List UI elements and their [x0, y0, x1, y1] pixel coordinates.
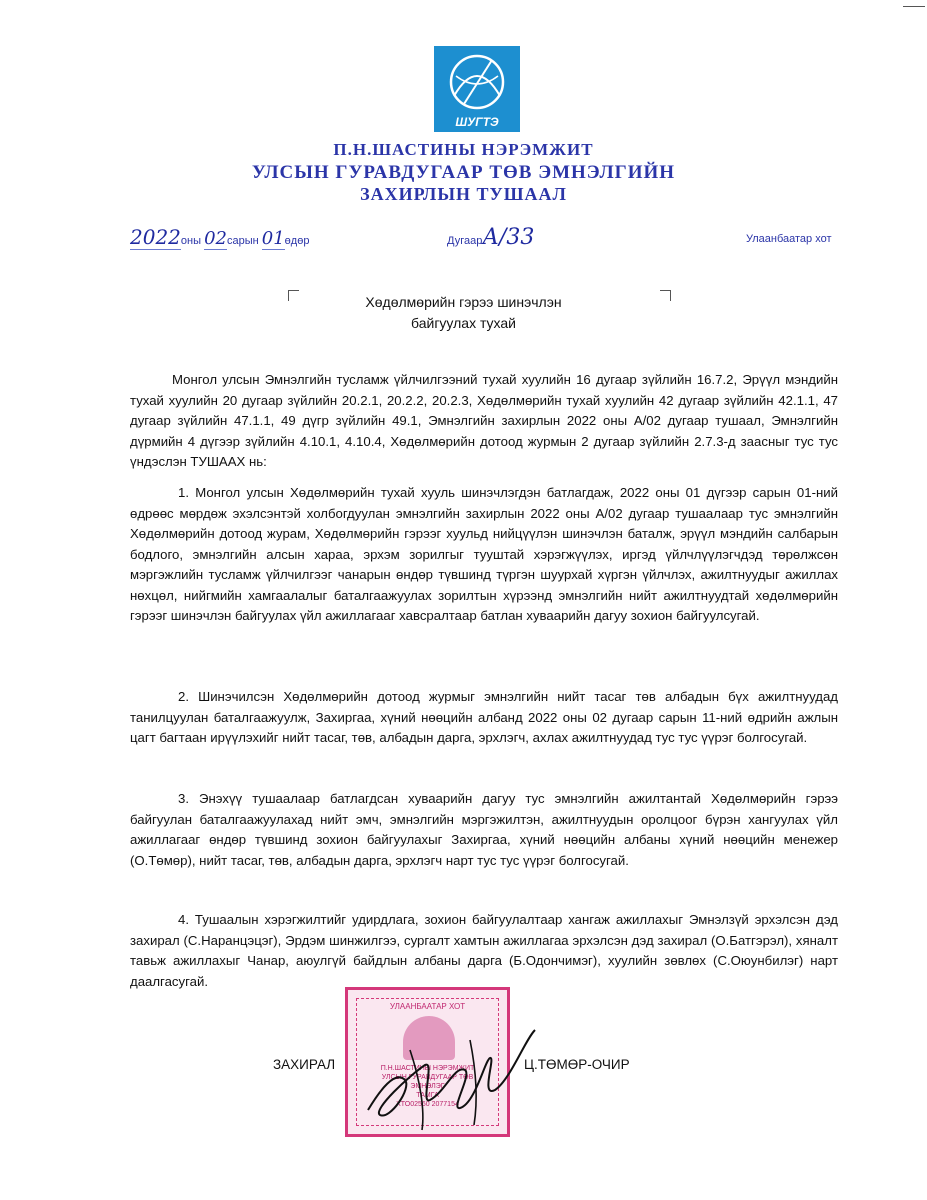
header-line1: П.Н.ШАСТИНЫ НЭРЭМЖИТ [333, 140, 594, 159]
stamp-line3: ЭМНЭЛЭГ [410, 1083, 445, 1090]
order-subject [0, 292, 927, 334]
logo-text: ШУГТЭ [455, 115, 499, 129]
date-year: 2022 [130, 225, 181, 249]
date-year-suffix: оны [180, 235, 202, 247]
date-day: 01 [261, 228, 285, 249]
order-place: Улаанбаатар хот [746, 233, 832, 245]
header-line2: УЛСЫН ГУРАВДУГААР ТӨВ ЭМНЭЛГИЙН [251, 162, 676, 183]
number-value: А/33 [482, 225, 535, 250]
order-number [447, 225, 534, 250]
signer-title: ЗАХИРАЛ [273, 1057, 336, 1072]
clause-1: 1. Монгол улсын Хөдөлмөрийн тухай хууль шинэчлэгдэн батлагдаж, 2022 оны 01 дүгээр сарын 01-ний өдрөөс мөрдөж эхэлсэнтэй холбогдуулан эмнэлгийн захирлын 2022 оны А/02 дугаар тушаалаар тус эмнэлгийн Хөдөлмөрийн дотоод журам, Хөдөлмөрийн гэрээг хуульд нийцүүлэн шинэчлэн баталж, эрүүл мэндийн салбарын бодлого, эмнэлгийн алсын хараа, эрхэм зорилгыг тууштай хэрэгжүүлэх, иргэд үйлчлүүлэгчдэд төрөлжсөн мэргэжлийн тусламж үйлчилгээг чанарын өндөр түвшинд түргэн шуурхай хүргэн үйлчлэх, ажилтнуудыг ажиллах нөхцөл, нийгмийн хамгаалалыг баталгаажуулах зорилтын хүрээнд эмнэлгийн нийт ажилтнуудтай хөдөлмөрийн гэрээг шинэчлэн байгуулах үйл ажиллагааг хавсралтаар батлан хуваарийн дагуу зохион байгуулсугай. [130, 485, 838, 623]
subject-line2: байгуулах тухай [411, 315, 516, 331]
subject-line1: Хөдөлмөрийн гэрээ шинэчлэн [365, 294, 562, 310]
date-day-suffix: өдөр [284, 235, 310, 247]
stamp-line2: УЛСЫН ГУРАВДУГААР ТӨВ [381, 1074, 474, 1081]
clause-2: 2. Шинэчилсэн Хөдөлмөрийн дотоод журмыг эмнэлгийн нийт тасаг төв албадын бүх ажилтнуудад танилцуулан баталгаажуулж, Захиргаа, хүний нөөцийн албанд 2022 оны 02 дугаар сарын 11-ний өдрийн ажлын цагт багтаан ирүүлэхийг нийт тасаг, төв, албадын дарга, эрхлэгч, ахлах ажилтнуудад тус тус үүрэг болгосугай. [130, 689, 838, 745]
date-month-suffix: сарын [226, 235, 259, 247]
signer-name: Ц.ТӨМӨР-ОЧИР [524, 1057, 630, 1072]
stamp-code: ХТО02560 2077154 [396, 1101, 459, 1108]
hospital-logo [434, 46, 520, 132]
stamp-top-text: УЛААНБААТАР ХОТ [389, 1002, 466, 1011]
order-date [130, 225, 309, 250]
intro-paragraph: Монгол улсын Эмнэлгийн тусламж үйлчилгээний тухай хуулийн 16 дугаар зүйлийн 16.7.2, Эрүүл мэндийн тухай хуулийн 20 дугаар зүйлийн 20.2.1, 20.2.2, 20.2.3, Хөдөлмөрийн тухай хуулийн 42 дугаар зүйлийн 42.1.1, 47 дугаар зүйлийн 47.1.1, 49 дүгр зүйлийн 49.1, Эмнэлгийн захирлын 2022 оны А/02 дугаар тушаал, Эмнэлгийн дүрмийн 4 дүгээр зүйлийн 4.10.1, 4.10.4, Хөдөлмөрийн дотоод журмын 2 дугаар зүйлийн 2.7.3-д заасныг тус тус үндэслэн ТУШААХ нь: [130, 372, 838, 469]
stamp-line4: ТАМГА [416, 1092, 439, 1099]
clause-3: 3. Энэхүү тушаалаар батлагдсан хуваарийн дагуу тус эмнэлгийн ажилтантай Хөдөлмөрийн гэрээ байгуулан баталгаажуулахад нийт эмч, эмнэлгийн мэргэжилтэн, ажилтнуудын оролцоог бүрэн хангуулах үйл ажиллагааг өндөр түвшинд зохион байгуулахыг Захиргаа, хүний нөөцийн албаны хүний нөөцийн менежер (О.Төмөр), нийт тасаг, төв, албадын дарга, эрхлэгч нарт тус тус үүрэг болгосугай. [130, 791, 838, 868]
clause-4: 4. Тушаалын хэрэгжилтийг удирдлага, зохион байгуулалтаар хангаж ажиллахыг Эмнэлзүй эрхэлсэн дэд захирал (С.Наранцэцэг), Эрдэм шинжилгээ, сургалт хамтын ажиллагаа эрхэлсэн дэд захирал (О.Батгэрэл), хяналт тавьж ажиллахыг Чанар, аюулгүй байдлын албаны дарга (Б.Одончимэг), хуулийн зөвлөх (С.Оюунбилэг) нарт даалгасугай. [130, 912, 838, 989]
scan-edge-mark [903, 6, 925, 7]
number-label: Дугаар [447, 235, 483, 247]
stamp-line1: П.Н.ШАСТИНЫ НЭРЭМЖИТ [380, 1065, 475, 1072]
header-line3: ЗАХИРЛЫН ТУШААЛ [360, 184, 567, 204]
handwritten-signature [350, 1020, 540, 1140]
date-month: 02 [204, 228, 227, 249]
